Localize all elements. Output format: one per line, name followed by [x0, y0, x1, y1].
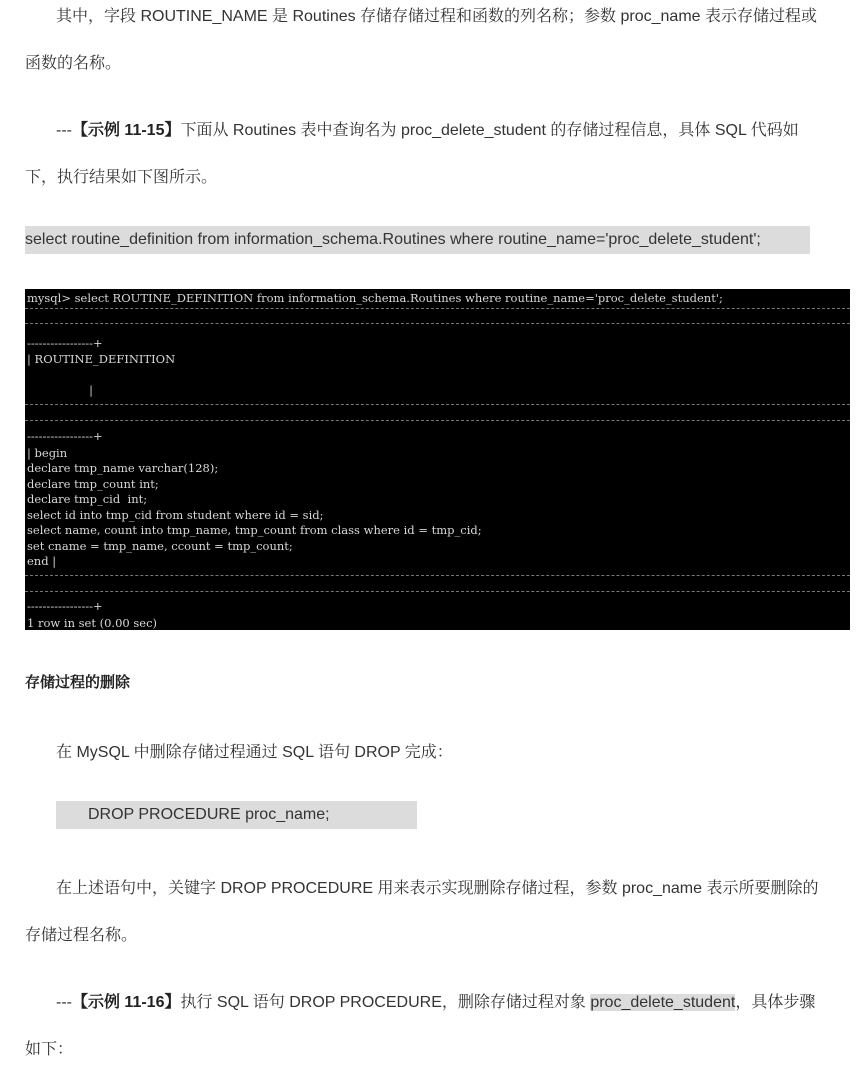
example-11-15-line2: 下，执行结果如下图所示。 [25, 169, 218, 186]
paragraph-routine-name-line1: 其中，字段 ROUTINE_NAME 是 Routines 存储存储过程和函数的列名称；参数 proc_name 表示存储过程或 [56, 8, 817, 25]
example-text-rest: ，具体步骤 [735, 994, 816, 1011]
terminal-rule [25, 404, 850, 405]
terminal-separator: -----------------+ [27, 336, 103, 350]
section-heading: 存储过程的删除 [25, 674, 131, 691]
terminal-body-line: declare tmp_cid int; [27, 492, 148, 506]
mysql-terminal-screenshot [25, 289, 850, 630]
terminal-rule [25, 420, 850, 421]
terminal-body-line: set cname = tmp_name, ccount = tmp_count; [27, 539, 293, 553]
terminal-footer: 1 row in set (0.00 sec) [27, 616, 157, 630]
terminal-prompt-line: mysql> select ROUTINE_DEFINITION from information_schema.Routines where routine_name='proc_delete_student'; [27, 291, 723, 305]
terminal-body-line: end | [27, 554, 57, 568]
example-label: 【示例 11-16】 [71, 994, 181, 1011]
paragraph-routine-name-line2: 函数的名称。 [25, 55, 122, 72]
terminal-rule [25, 591, 850, 592]
terminal-rule [25, 323, 850, 324]
drop-procedure-syntax: DROP PROCEDURE proc_name; [56, 801, 417, 829]
paragraph-drop-intro: 在 MySQL 中删除存储过程通过 SQL 语句 DROP 完成： [56, 744, 453, 761]
sql-query-code: select routine_definition from information_schema.Routines where routine_name='proc_delete_student'; [25, 226, 810, 254]
highlighted-procedure-name: proc_delete_student [590, 994, 736, 1011]
terminal-body-line: declare tmp_name varchar(128); [27, 461, 219, 475]
example-11-16-line2: 如下： [25, 1041, 74, 1058]
example-text: 下面从 Routines 表中查询名为 proc_delete_student 的存储过程信息，具体 SQL 代码如 [180, 122, 799, 139]
terminal-rule [25, 575, 850, 576]
paragraph-drop-explain-line1: 在上述语句中，关键字 DROP PROCEDURE 用来表示实现删除存储过程，参数 proc_name 表示所要删除的 [56, 880, 819, 897]
terminal-separator: -----------------+ [27, 599, 103, 613]
example-11-15-line1 [56, 117, 799, 140]
example-11-16-line1 [56, 989, 815, 1012]
terminal-body-line: declare tmp_count int; [27, 477, 159, 491]
example-prefix: --- [56, 122, 72, 139]
terminal-body-line: select id into tmp_cid from student where id = sid; [27, 508, 324, 522]
terminal-separator: -----------------+ [27, 429, 103, 443]
terminal-body-line: select name, count into tmp_name, tmp_count from class where id = tmp_cid; [27, 523, 482, 537]
example-text: 执行 SQL 语句 DROP PROCEDURE，删除存储过程对象 [180, 994, 591, 1011]
terminal-rule [25, 308, 850, 309]
example-prefix: --- [56, 994, 72, 1011]
paragraph-drop-explain-line2: 存储过程名称。 [25, 927, 138, 944]
terminal-column-header: | ROUTINE_DEFINITION [27, 352, 176, 366]
example-label: 【示例 11-15】 [71, 122, 181, 139]
terminal-body-line: | begin [27, 446, 68, 460]
terminal-header-bar: | [27, 383, 94, 397]
